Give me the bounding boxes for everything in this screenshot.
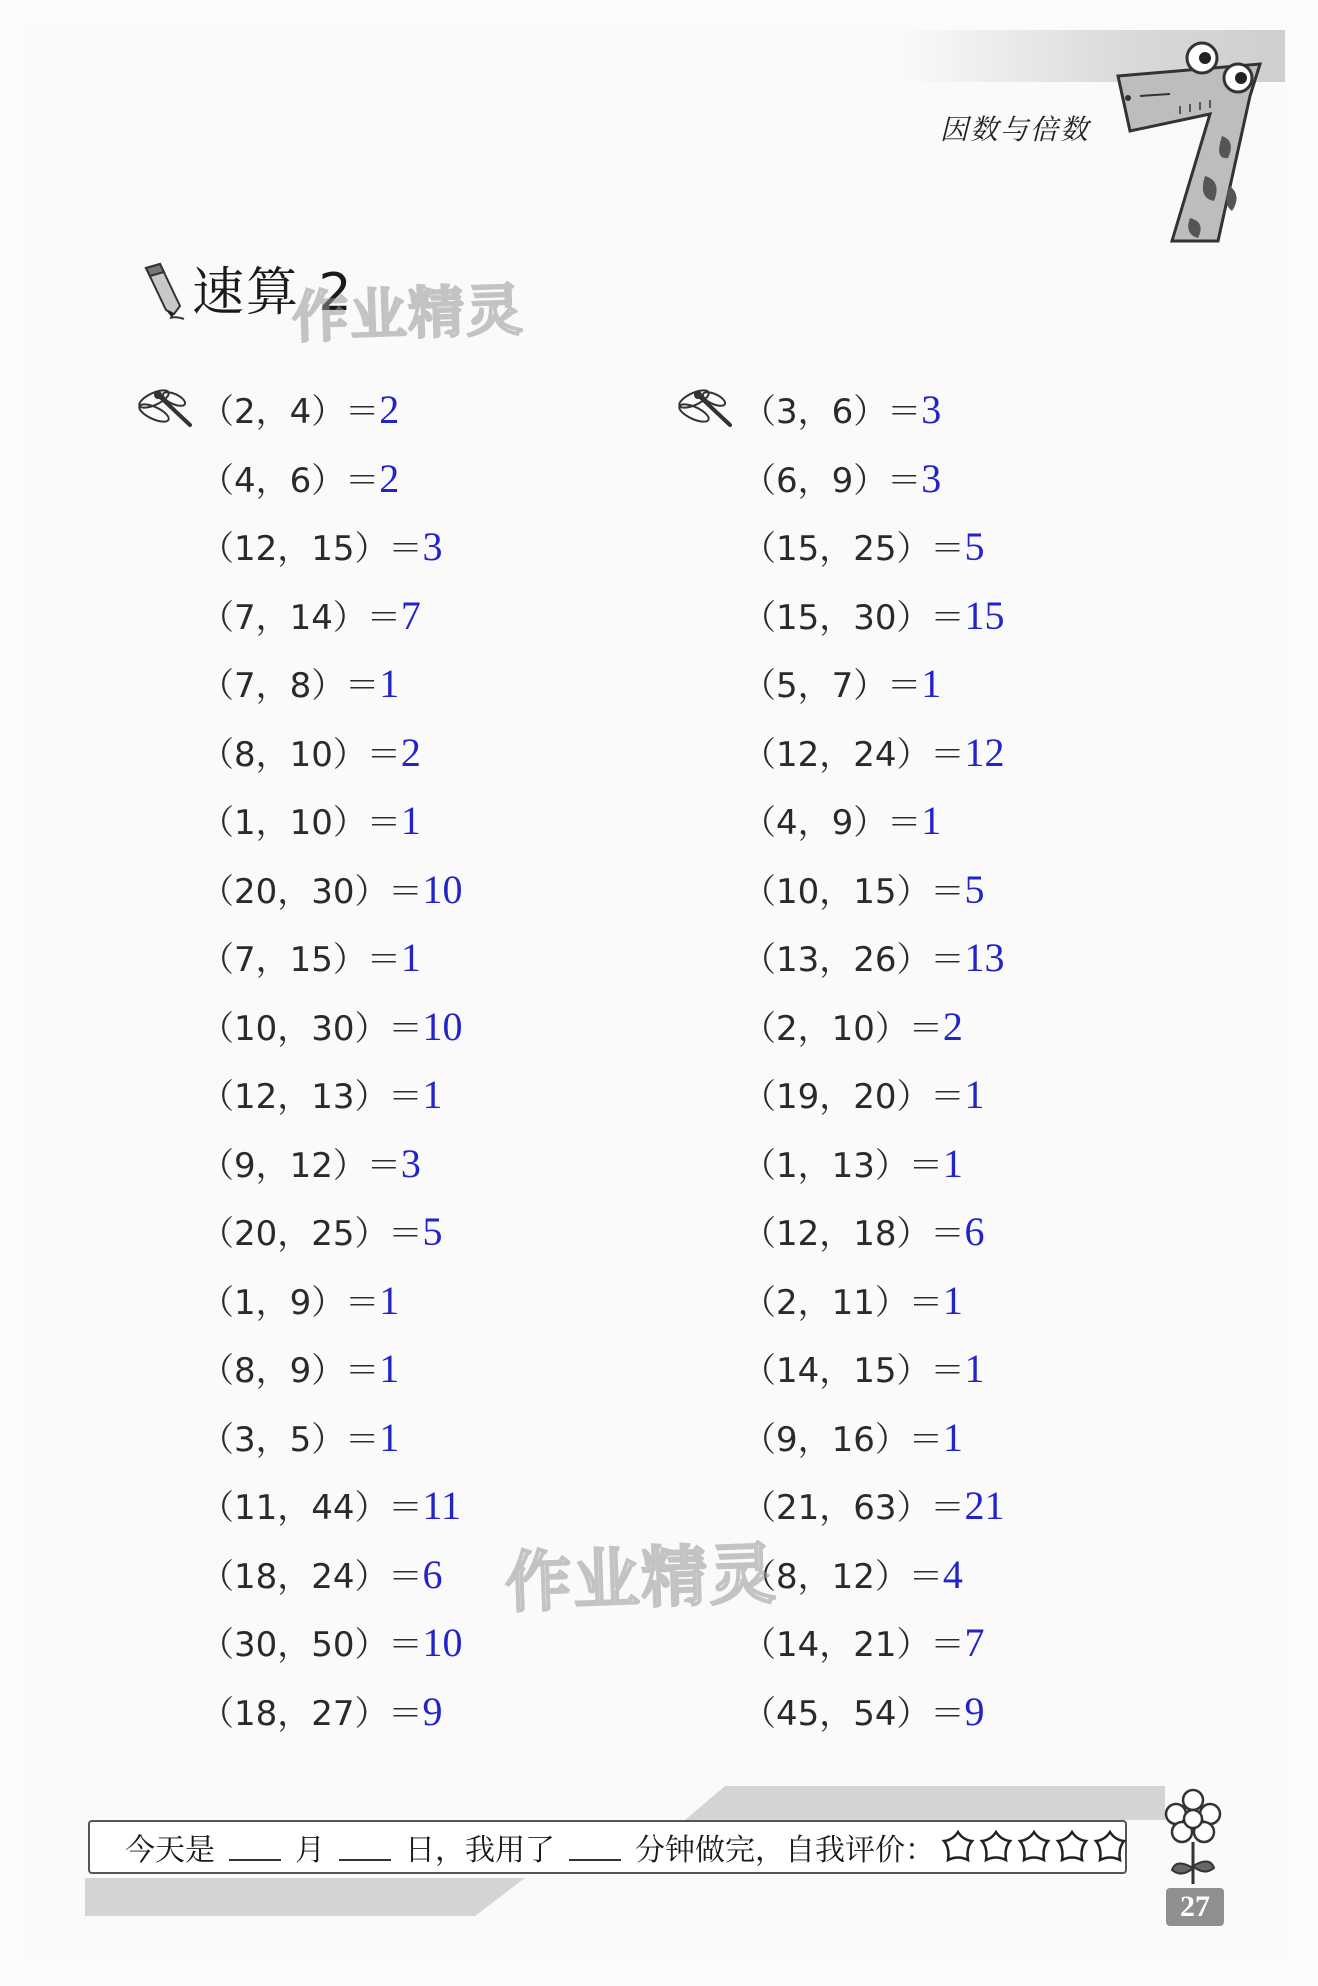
gcd-expression: （1，9）＝ [200, 1282, 380, 1323]
gcd-expression: （2，11）＝ [742, 1282, 943, 1323]
problem-item [742, 384, 941, 434]
handwritten-answer: 10 [422, 1003, 463, 1049]
problem-item [200, 658, 399, 708]
self-rating [941, 1830, 1127, 1864]
gcd-expression: （2，4）＝ [200, 392, 380, 432]
section-title: 速算 2 [192, 263, 354, 323]
handwritten-answer: 5 [964, 524, 985, 569]
handwritten-answer: 15 [964, 592, 1005, 638]
gcd-expression: （13，26）＝ [742, 940, 965, 980]
problem-item [742, 1069, 985, 1119]
gcd-expression: （15，25）＝ [742, 529, 965, 569]
handwritten-answer: 3 [921, 455, 942, 501]
problem-item [742, 864, 985, 914]
problem-item [742, 1480, 1005, 1530]
problem-item [200, 1617, 463, 1667]
handwritten-answer: 6 [964, 1209, 985, 1254]
giraffe-seven-mascot-icon [1110, 36, 1270, 246]
problem-item [742, 932, 1005, 982]
problem-item [742, 590, 1005, 640]
gcd-expression: （18，24）＝ [200, 1556, 423, 1597]
problem-item [200, 1001, 463, 1051]
page-number-badge [1166, 1888, 1224, 1926]
footer-label-day: 日，我用了 [405, 1833, 555, 1868]
problem-item [200, 1686, 443, 1736]
page-number: 27 [1180, 1890, 1210, 1923]
problem-item [742, 658, 941, 708]
gcd-expression: （8，9）＝ [200, 1351, 380, 1391]
gcd-expression: （1，10）＝ [200, 803, 401, 843]
handwritten-answer: 11 [422, 1483, 462, 1528]
star-icon[interactable] [941, 1830, 975, 1864]
problem-item [742, 727, 1005, 777]
gcd-expression: （1，13）＝ [742, 1145, 943, 1186]
problem-item [742, 521, 985, 571]
problem-item [742, 1001, 963, 1051]
problem-item [200, 1343, 399, 1393]
handwritten-answer: 1 [942, 1140, 963, 1186]
problem-item [742, 1206, 985, 1256]
problem-item [742, 795, 941, 845]
handwritten-answer: 2 [379, 455, 400, 501]
handwritten-answer: 2 [942, 1003, 963, 1049]
pencil-icon [140, 262, 186, 320]
gcd-expression: （9，16）＝ [742, 1419, 943, 1460]
handwritten-answer: 9 [422, 1688, 443, 1734]
gcd-expression: （7，8）＝ [200, 666, 380, 706]
handwritten-answer: 10 [422, 866, 463, 912]
handwritten-answer: 9 [964, 1688, 985, 1734]
footer-record [125, 1825, 1127, 1869]
problem-item [200, 384, 399, 434]
minutes-blank[interactable] [569, 1833, 621, 1861]
problem-item [742, 1138, 963, 1188]
gcd-expression: （7，15）＝ [200, 940, 401, 980]
handwritten-answer: 21 [964, 1483, 1005, 1528]
problem-item [200, 1069, 443, 1119]
problem-item [200, 1480, 461, 1530]
gcd-expression: （10，30）＝ [200, 1008, 423, 1049]
footer-label-eval: 分钟做完，自我评价： [635, 1833, 935, 1868]
handwritten-answer: 1 [942, 1277, 963, 1323]
watermark: 作业精灵 [503, 1535, 779, 1622]
gcd-expression: （12，15）＝ [200, 529, 423, 569]
problem-item [742, 1412, 963, 1462]
problem-item [742, 1617, 985, 1667]
handwritten-answer: 2 [400, 729, 421, 775]
gcd-expression: （14，21）＝ [742, 1625, 965, 1665]
problem-item [200, 1275, 399, 1325]
gcd-expression: （20，25）＝ [200, 1214, 423, 1254]
star-icon[interactable] [979, 1830, 1013, 1864]
problem-item [200, 932, 421, 982]
problem-item [200, 590, 421, 640]
handwritten-answer: 4 [942, 1551, 963, 1597]
problem-item [200, 521, 443, 571]
handwritten-answer: 1 [379, 661, 400, 706]
handwritten-answer: 1 [400, 935, 421, 980]
handwritten-answer: 10 [422, 1620, 463, 1665]
footer-label-today: 今天是 [125, 1833, 215, 1868]
handwritten-answer: 3 [400, 1140, 421, 1186]
dragonfly-icon [136, 385, 196, 431]
handwritten-answer: 7 [964, 1620, 985, 1665]
problem-item [200, 727, 421, 777]
gcd-expression: （6，9）＝ [742, 460, 922, 501]
handwritten-answer: 13 [964, 935, 1005, 980]
handwritten-answer: 1 [964, 1072, 985, 1117]
gcd-expression: （4，6）＝ [200, 460, 380, 501]
handwritten-answer: 1 [921, 661, 942, 706]
handwritten-answer: 1 [379, 1277, 400, 1323]
gcd-expression: （8，10）＝ [200, 734, 401, 775]
gcd-expression: （2，10）＝ [742, 1008, 943, 1049]
handwritten-answer: 1 [942, 1414, 963, 1460]
star-icon[interactable] [1017, 1830, 1051, 1864]
gcd-expression: （12，24）＝ [742, 734, 965, 775]
gcd-expression: （20，30）＝ [200, 871, 423, 912]
gcd-expression: （3，5）＝ [200, 1419, 380, 1460]
problem-item [742, 1343, 985, 1393]
handwritten-answer: 12 [964, 729, 1005, 775]
handwritten-answer: 3 [422, 524, 443, 569]
footer-label-month: 月 [295, 1833, 325, 1868]
gcd-expression: （4，9）＝ [742, 803, 922, 843]
handwritten-answer: 1 [379, 1346, 400, 1391]
watermark: 作业精灵 [291, 277, 526, 352]
problem-item [742, 1686, 985, 1736]
dragonfly-icon [676, 385, 736, 431]
day-blank[interactable] [339, 1833, 391, 1861]
problem-item [200, 1138, 421, 1188]
gcd-expression: （18，27）＝ [200, 1693, 423, 1734]
handwritten-answer: 2 [379, 387, 400, 432]
problem-item [200, 1549, 443, 1599]
gcd-expression: （10，15）＝ [742, 871, 965, 912]
handwritten-answer: 3 [921, 387, 942, 432]
gcd-expression: （12，18）＝ [742, 1214, 965, 1254]
gcd-expression: （11，44）＝ [200, 1488, 423, 1528]
gcd-expression: （30，50）＝ [200, 1625, 423, 1665]
star-icon[interactable] [1093, 1830, 1127, 1864]
problem-item [200, 864, 463, 914]
gcd-expression: （7，14）＝ [200, 597, 401, 638]
month-blank[interactable] [229, 1833, 281, 1861]
handwritten-answer: 7 [400, 592, 421, 638]
gcd-expression: （3，6）＝ [742, 392, 922, 432]
handwritten-answer: 1 [921, 798, 942, 843]
problem-item [200, 795, 421, 845]
problem-item [200, 1412, 399, 1462]
gcd-expression: （45，54）＝ [742, 1693, 965, 1734]
handwritten-answer: 6 [422, 1551, 443, 1597]
gcd-expression: （14，15）＝ [742, 1351, 965, 1391]
handwritten-answer: 5 [964, 866, 985, 912]
gcd-expression: （15，30）＝ [742, 597, 965, 638]
gcd-expression: （5，7）＝ [742, 666, 922, 706]
gcd-expression: （21，63）＝ [742, 1488, 965, 1528]
chapter-title: 因数与倍数 [940, 113, 1091, 146]
handwritten-answer: 1 [422, 1072, 443, 1117]
star-icon[interactable] [1055, 1830, 1089, 1864]
handwritten-answer: 1 [964, 1346, 985, 1391]
gcd-expression: （8，12）＝ [742, 1556, 943, 1597]
problem-item [742, 1275, 963, 1325]
handwritten-answer: 5 [422, 1209, 443, 1254]
gcd-expression: （12，13）＝ [200, 1077, 423, 1117]
gcd-expression: （9，12）＝ [200, 1145, 401, 1186]
problem-item [200, 1206, 443, 1256]
handwritten-answer: 1 [400, 798, 421, 843]
gcd-expression: （19，20）＝ [742, 1077, 965, 1117]
problem-item [742, 453, 941, 503]
problem-item [200, 453, 399, 503]
handwritten-answer: 1 [379, 1414, 400, 1460]
